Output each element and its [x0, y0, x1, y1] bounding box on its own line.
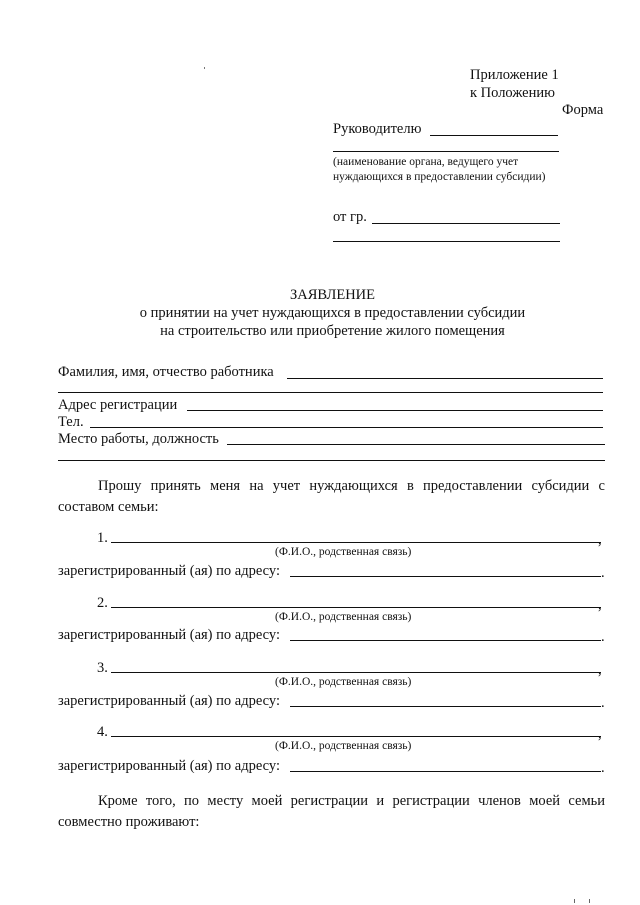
- workplace-line-2[interactable]: [58, 460, 605, 461]
- family-member-4-number: 4.: [97, 724, 108, 740]
- form-label: Форма: [562, 102, 604, 118]
- family-member-3-period: .: [601, 695, 605, 711]
- family-member-1-number: 1.: [97, 530, 108, 546]
- family-member-1-comma: ,: [598, 532, 602, 548]
- to-head-label: Руководителю: [333, 121, 422, 137]
- family-member-3-comma: ,: [598, 662, 602, 678]
- family-member-3-caption: (Ф.И.О., родственная связь): [275, 676, 412, 688]
- workplace-line[interactable]: [227, 444, 605, 445]
- citizen-name-line-2[interactable]: [333, 241, 560, 242]
- from-citizen-label: от гр.: [333, 209, 367, 225]
- family-member-1-address-line[interactable]: [290, 576, 601, 577]
- family-member-3-number: 3.: [97, 660, 108, 676]
- full-name-line[interactable]: [287, 378, 603, 379]
- family-member-4-registered-label: зарегистрированный (ая) по адресу:: [58, 758, 280, 774]
- family-member-4-comma: ,: [598, 726, 602, 742]
- reg-address-line[interactable]: [187, 410, 603, 411]
- family-member-1-registered-label: зарегистрированный (ая) по адресу:: [58, 563, 280, 579]
- family-member-1-name-line[interactable]: [111, 542, 601, 543]
- cohabit-paragraph: Кроме того, по месту моей регистрации и регистрации членов моей семьи совместно проживают:: [58, 793, 605, 830]
- family-member-3-name-line[interactable]: [111, 672, 601, 673]
- organ-name-line[interactable]: [333, 151, 559, 152]
- full-name-label: Фамилия, имя, отчество работника: [58, 364, 274, 380]
- page-corner-mark: [574, 899, 590, 903]
- family-member-3-registered-label: зарегистрированный (ая) по адресу:: [58, 693, 280, 709]
- family-member-2-registered-label: зарегистрированный (ая) по адресу:: [58, 627, 280, 643]
- full-name-line-2[interactable]: [58, 392, 603, 393]
- regulation-label: к Положению: [470, 85, 555, 101]
- family-member-4-period: .: [601, 760, 605, 776]
- appendix-label: Приложение 1: [470, 67, 559, 83]
- document-subtitle-line1: о принятии на учет нуждающихся в предоставлении субсидии: [139, 305, 526, 321]
- family-member-1-period: .: [601, 565, 605, 581]
- document-title: ЗАЯВЛЕНИЕ: [289, 287, 376, 303]
- scan-speck: [204, 67, 205, 69]
- family-member-4-name-line[interactable]: [111, 736, 601, 737]
- request-paragraph: Прошу принять меня на учет нуждающихся в предоставлении субсидии с составом семьи:: [58, 478, 605, 515]
- family-member-1-caption: (Ф.И.О., родственная связь): [275, 546, 412, 558]
- family-member-4-address-line[interactable]: [290, 771, 601, 772]
- family-member-2-number: 2.: [97, 595, 108, 611]
- family-member-2-caption: (Ф.И.О., родственная связь): [275, 611, 412, 623]
- phone-line[interactable]: [90, 427, 603, 428]
- reg-address-label: Адрес регистрации: [58, 397, 178, 413]
- head-name-line[interactable]: [430, 135, 558, 136]
- family-member-2-period: .: [601, 629, 605, 645]
- workplace-label: Место работы, должность: [58, 431, 219, 447]
- family-member-2-comma: ,: [598, 597, 602, 613]
- family-member-3-address-line[interactable]: [290, 706, 601, 707]
- phone-label: Тел.: [58, 414, 84, 430]
- organ-note-line1: (наименование органа, ведущего учет: [333, 156, 519, 168]
- family-member-2-address-line[interactable]: [290, 640, 601, 641]
- family-member-4-caption: (Ф.И.О., родственная связь): [275, 740, 412, 752]
- family-member-2-name-line[interactable]: [111, 607, 601, 608]
- document-subtitle-line2: на строительство или приобретение жилого помещения: [160, 323, 505, 339]
- citizen-name-line[interactable]: [372, 223, 560, 224]
- organ-note-line2: нуждающихся в предоставлении субсидии): [333, 171, 546, 183]
